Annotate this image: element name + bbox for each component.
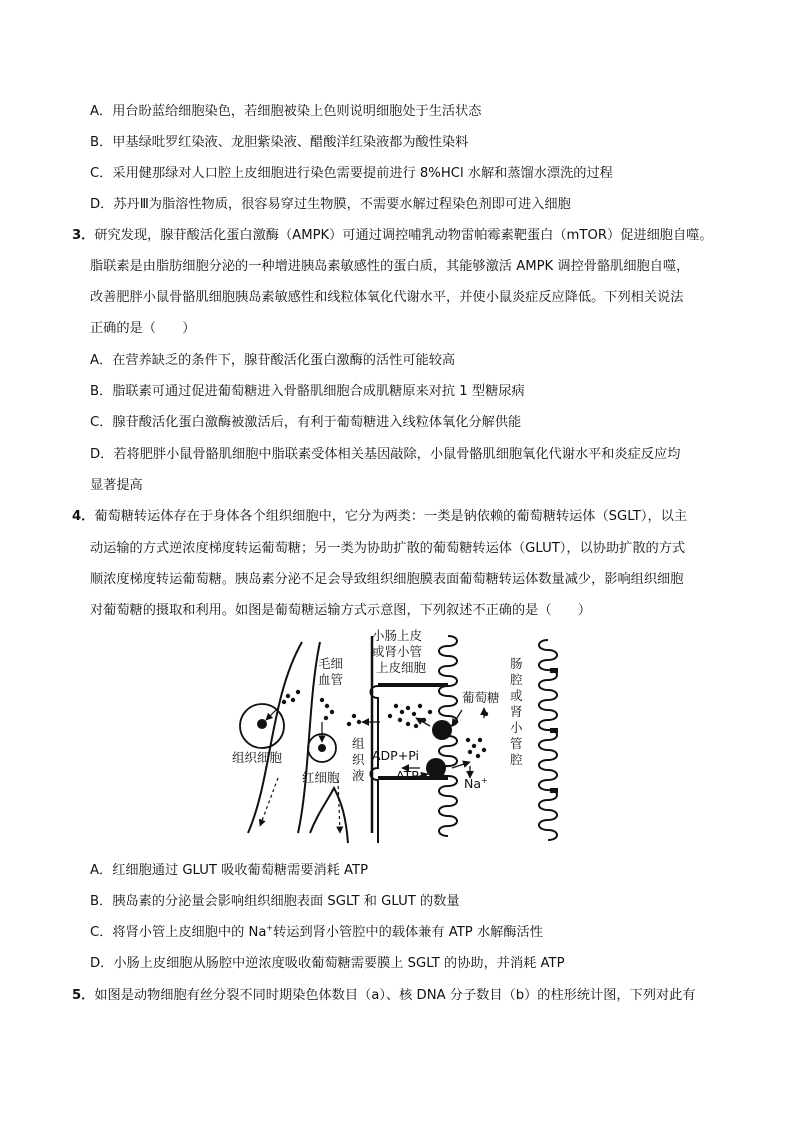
label-capillary-1: 毛细 [318, 656, 344, 671]
label-lumen-7: 腔 [510, 752, 523, 767]
label-glucose: 葡萄糖 [462, 690, 500, 705]
q4-option-d: D．小肠上皮细胞从肠腔中逆浓度吸收葡萄糖需要膜上 SGLT 的协助，并消耗 ATP [90, 956, 565, 971]
label-epithelial-2: 或肾小管 [372, 644, 423, 659]
label-capillary-2: 血管 [318, 672, 344, 687]
label-tissue-fluid-1: 组 [352, 736, 365, 751]
q3-stem-line-4: 正确的是（ ） [90, 321, 196, 336]
q4-number: 4． [72, 509, 95, 524]
label-rbc: 红细胞 [302, 770, 340, 785]
label-lumen-4: 肾 [510, 704, 523, 719]
q3-stem-line-1: 3．研究发现，腺苷酸活化蛋白激酶（AMPK）可通过调控哺乳动物雷帕霉素靶蛋白（mTOR）促进细胞自噬。 [72, 228, 713, 243]
q3-option-d: D．若将肥胖小鼠骨骼肌细胞中脂联素受体相关基因敲除，小鼠骨骼肌细胞氧化代谢水平和炎症反应均 [90, 447, 681, 462]
na-k-pump [426, 758, 446, 778]
sglt-transporter [432, 720, 452, 740]
glucose-transport-diagram [230, 628, 570, 850]
q5-stem-line-1: 5．如图是动物细胞有丝分裂不同时期染色体数目（a）、核 DNA 分子数目（b）的柱形统计图，下列对此有 [72, 988, 696, 1003]
q3-stem-line-2: 脂联素是由脂肪细胞分泌的一种增进胰岛素敏感性的蛋白质，其能够激活 AMPK 调控骨骼肌细胞自噬， [90, 259, 690, 274]
q3-number: 3． [72, 228, 95, 243]
q3-option-a: A．在营养缺乏的条件下，腺苷酸活化蛋白激酶的活性可能较高 [90, 353, 456, 368]
q4-option-c: C．将肾小管上皮细胞中的 Na+转运到肾小管腔中的载体兼有 ATP 水解酶活性 [90, 923, 543, 940]
label-atp: ATP [396, 768, 419, 783]
label-lumen-2: 腔 [510, 672, 523, 687]
label-lumen-3: 或 [510, 688, 523, 703]
q3-option-b: B．脂联素可通过促进葡萄糖进入骨骼肌细胞合成肌糖原来对抗 1 型糖尿病 [90, 384, 525, 399]
q2-option-d: D．苏丹Ⅲ为脂溶性物质，很容易穿过生物膜，不需要水解过程染色剂即可进入细胞 [90, 197, 571, 212]
q3-option-d-cont: 显著提高 [90, 478, 143, 493]
q4-option-b: B．胰岛素的分泌量会影响组织细胞表面 SGLT 和 GLUT 的数量 [90, 894, 460, 909]
label-adp: ADP+Pi [372, 748, 419, 763]
label-tissue-fluid-2: 织 [352, 752, 365, 767]
q3-option-c: C．腺苷酸活化蛋白激酶被激活后，有利于葡萄糖进入线粒体氧化分解供能 [90, 415, 522, 430]
q4-stem-line-3: 顺浓度梯度转运葡萄糖。胰岛素分泌不足会导致组织细胞膜表面葡萄糖转运体数量减少，影响组织细胞 [90, 572, 684, 587]
label-na: Na+ [464, 776, 488, 791]
label-lumen-1: 肠 [510, 656, 523, 671]
q3-stem-line-3: 改善肥胖小鼠骨骼肌细胞胰岛素敏感性和线粒体氧化代谢水平，并使小鼠炎症反应降低。下列相关说法 [90, 290, 684, 305]
label-epithelial-1: 小肠上皮 [372, 628, 423, 643]
q5-number: 5． [72, 988, 95, 1003]
q2-option-c: C．采用健那绿对人口腔上皮细胞进行染色需要提前进行 8%HCl 水解和蒸馏水漂洗的过程 [90, 166, 613, 181]
q4-option-a: A．红细胞通过 GLUT 吸收葡萄糖需要消耗 ATP [90, 863, 369, 878]
label-epithelial-3: 上皮细胞 [376, 660, 427, 675]
q4-stem-line-2: 动运输的方式逆浓度梯度转运葡萄糖；另一类为协助扩散的葡萄糖转运体（GLUT），以协助扩散的方式 [90, 541, 686, 556]
label-tissue-cell: 组织细胞 [232, 750, 283, 765]
q4-stem-line-4: 对葡萄糖的摄取和利用。如图是葡萄糖运输方式示意图，下列叙述不正确的是（ ） [90, 603, 592, 618]
label-lumen-5: 小 [510, 720, 523, 735]
q2-option-a: A．用台盼蓝给细胞染色，若细胞被染上色则说明细胞处于生活状态 [90, 104, 482, 119]
label-lumen-6: 管 [510, 736, 523, 751]
q2-option-b: B．甲基绿吡罗红染液、龙胆紫染液、醋酸洋红染液都为酸性染料 [90, 135, 469, 150]
capillary-wall-left [248, 642, 302, 833]
q4-stem-line-1: 4．葡萄糖转运体存在于身体各个组织细胞中，它分为两类：一类是钠依赖的葡萄糖转运体（SGLT），以主 [72, 509, 688, 524]
label-tissue-fluid-3: 液 [352, 768, 365, 783]
